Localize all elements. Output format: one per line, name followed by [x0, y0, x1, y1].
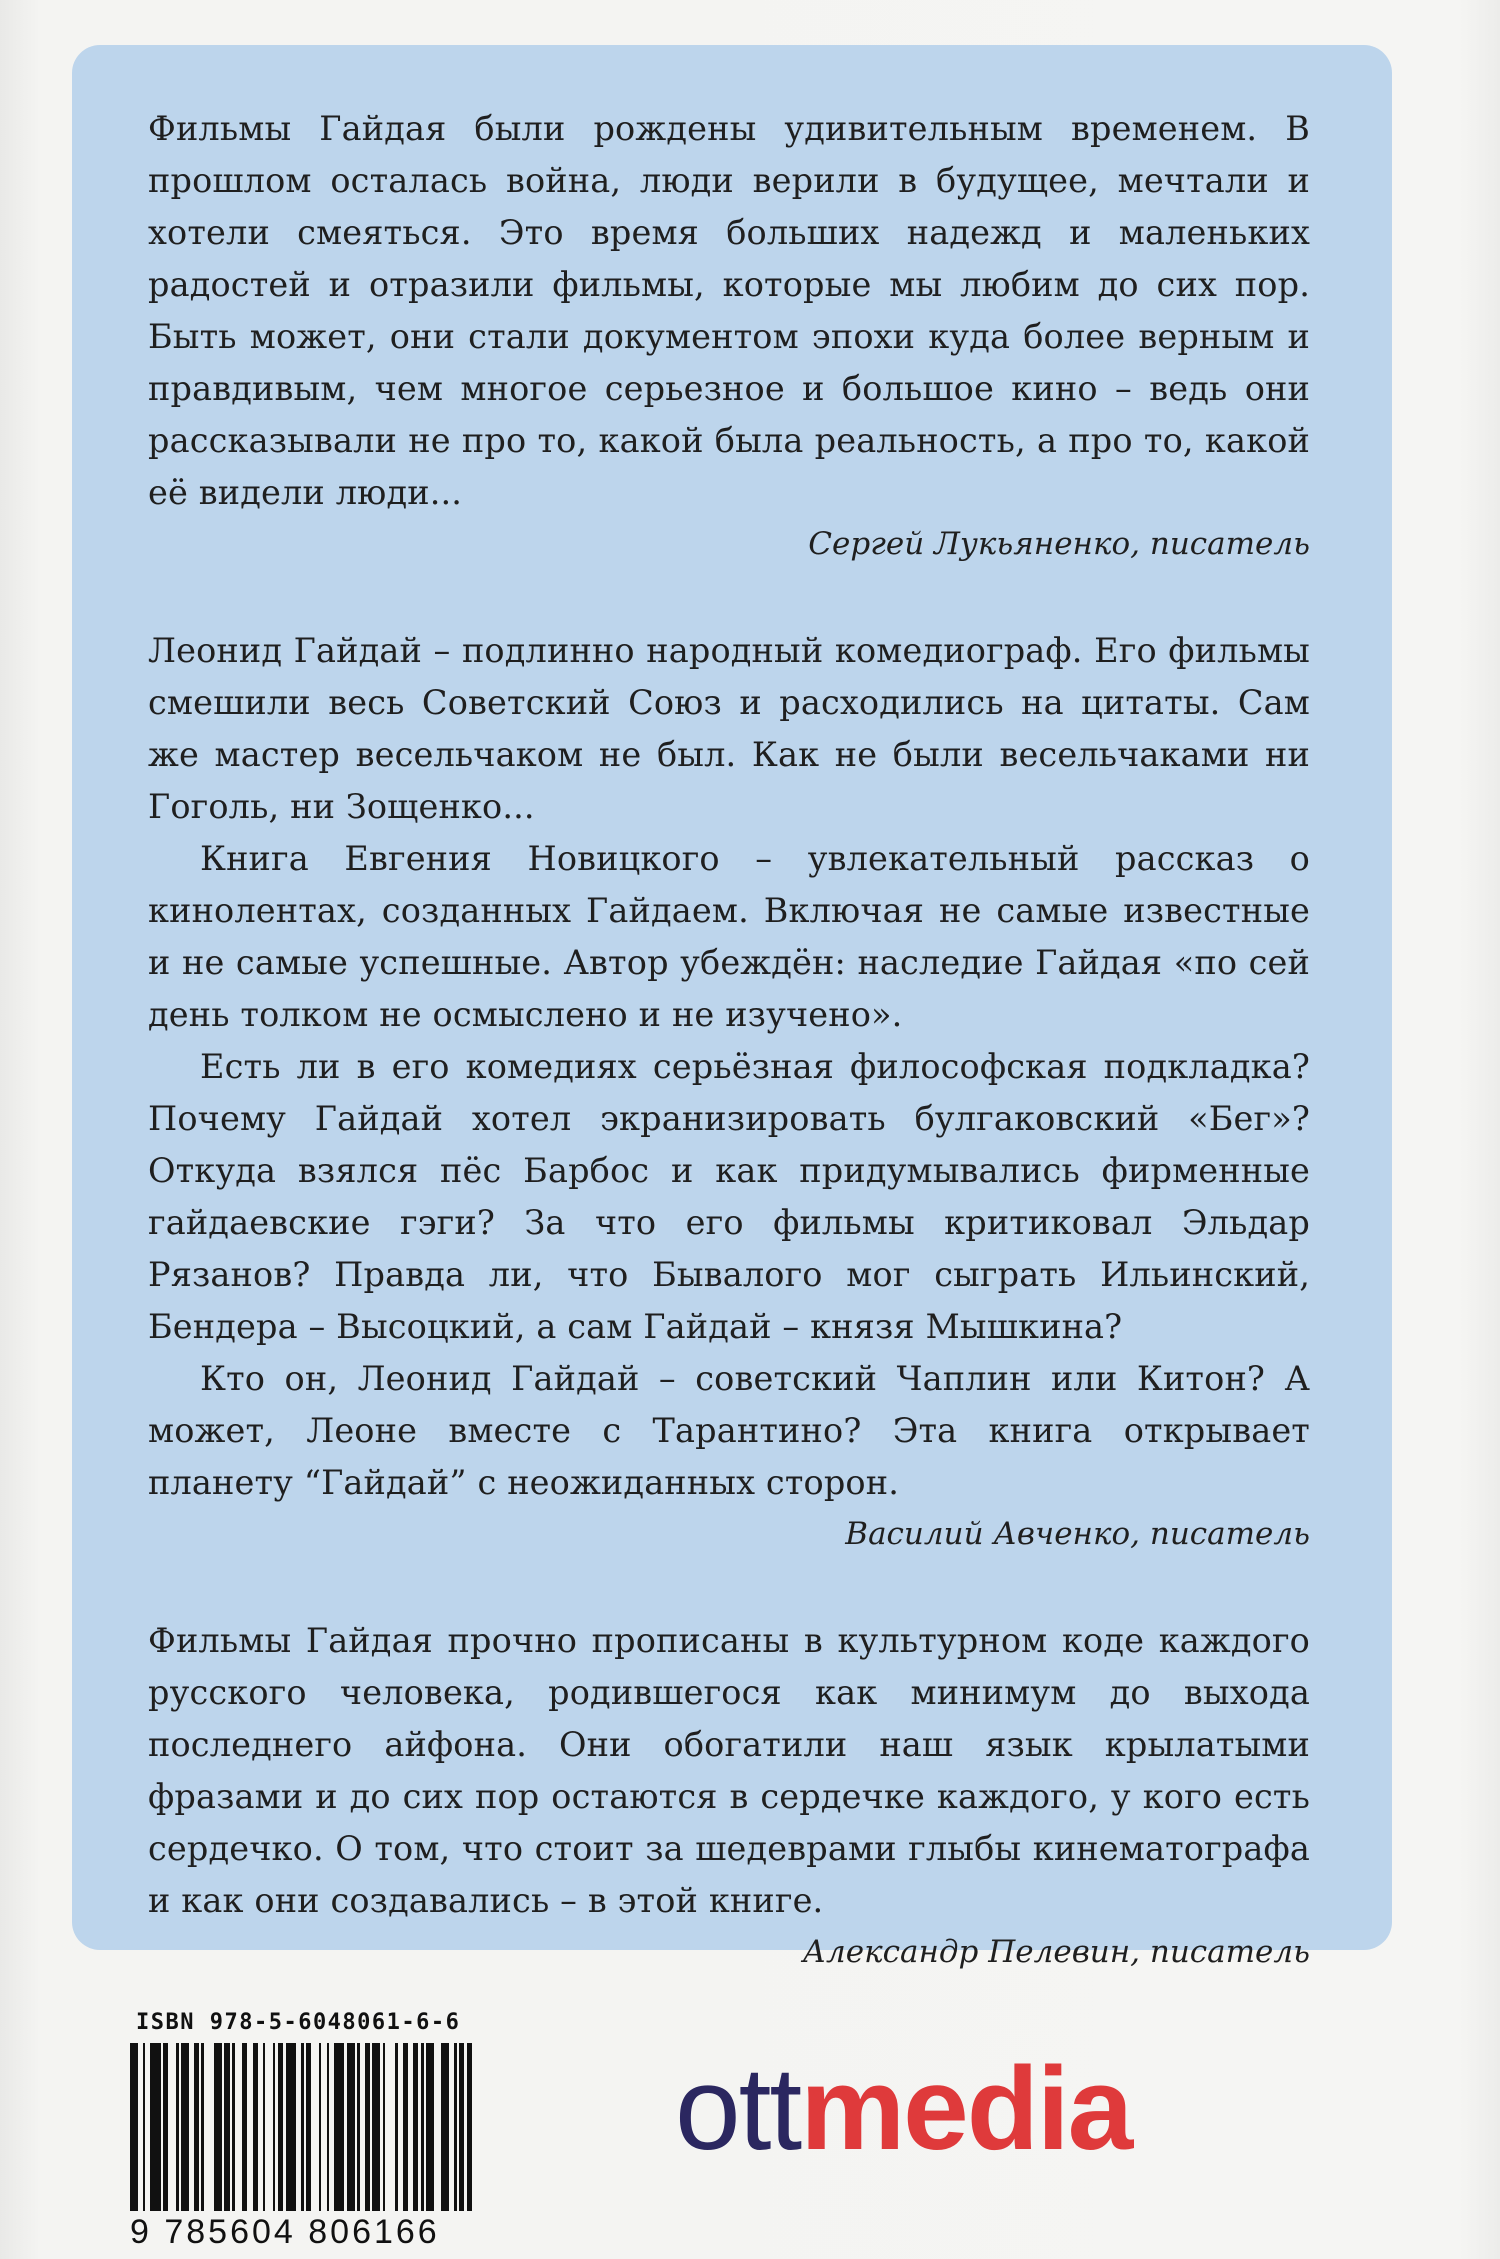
blurb-paragraph: Фильмы Гайдая были рождены удивительным временем. В прошлом осталась война, люди верили в будущее, мечтали и хотели смеяться. Это время больших надежд и маленьких радостей и отразили фильмы, которые мы любим до сих пор. Быть может, они стали документом эпохи куда более верным и правдивым, чем многое серьезное и большое кино – ведь они рассказывали не про то, какой была реальность, а про то, какой её видели люди...: [148, 109, 1310, 512]
blurb-paragraph: Кто он, Леонид Гайдай – советский Чаплин или Китон? А может, Леоне вместе с Тарантино? Эта книга открывает планету “Гайдай” с неожиданных сторон.: [148, 1359, 1310, 1502]
blurb-lukyanenko: [148, 103, 1310, 569]
barcode-bar: [130, 2043, 138, 2211]
barcode-bar: [214, 2043, 222, 2211]
barcode-bar: [286, 2043, 296, 2211]
barcode-bar: [372, 2043, 380, 2211]
blurb-panel: [72, 45, 1392, 1970]
barcode-digits: 9 785604 806166: [130, 2213, 440, 2251]
barcode-bar: [311, 2043, 319, 2211]
barcode-bar: [235, 2043, 243, 2211]
barcode-bar: [385, 2043, 395, 2211]
logo-ott: ott: [675, 2043, 801, 2175]
barcode-bar: [347, 2043, 355, 2211]
barcode-bars: [130, 2043, 480, 2211]
barcode-bar: [434, 2043, 442, 2211]
isbn-label: ISBN 978-5-6048061-6-6: [136, 2010, 461, 2035]
blurb-signature: Василий Авченко, писатель: [845, 1516, 1310, 1552]
blurb-signature: Александр Пелевин, писатель: [802, 1934, 1310, 1970]
blurb-paragraph: Фильмы Гайдая прочно прописаны в культурном коде каждого русского человека, родившегося как минимум до выхода последнего айфона. Они обогатили наш язык крылатыми фразами и до сих пор остаются в сердечке каждого, у кого есть сердечко. О том, что стоит за шедеврами глыбы кинематографа и как они создавались – в этой книге.: [148, 1621, 1310, 1920]
barcode-bar: [150, 2043, 160, 2211]
blurb-paragraph: Книга Евгения Новицкого – увлекательный рассказ о кинолентах, созданных Гайдаем. Включая не самые известные и не самые успешные. Автор убеждён: наследие Гайдая «по сей день толком не осмыслено и не изучено».: [148, 839, 1310, 1034]
isbn-barcode: [130, 2010, 490, 2252]
blurb-separator: [148, 1559, 1310, 1615]
barcode-bar: [168, 2043, 176, 2211]
barcode-bar: [204, 2043, 214, 2211]
barcode-bar: [265, 2043, 273, 2211]
barcode-bar: [426, 2043, 434, 2211]
logo-media: media: [800, 2043, 1132, 2175]
blurb-avchenko: [148, 625, 1310, 1559]
blurb-paragraph: Леонид Гайдай – подлинно народный комедиограф. Его фильмы смешили весь Советский Союз и расходились на цитаты. Сам же мастер весельчаком не был. Как не были весельчаками ни Гоголь, ни Зощенко...: [148, 631, 1310, 826]
blurb-pelevin: [148, 1615, 1310, 1977]
barcode-bar: [181, 2043, 189, 2211]
blurb-separator: [148, 569, 1310, 625]
barcode-bar: [472, 2043, 480, 2211]
blurb-signature: Сергей Лукьяненко, писатель: [808, 526, 1310, 562]
barcode-bar: [334, 2043, 344, 2211]
barcode-bar: [441, 2043, 449, 2211]
blurb-paragraph: Есть ли в его комедиях серьёзная философская подкладка? Почему Гайдай хотел экранизировать булгаковский «Бег»? Откуда взялся пёс Барбос и как придумывались фирменные гайдаевские гэги? За что его фильмы критиковал Эльдар Рязанов? Правда ли, что Бывалого мог сыграть Ильинский, Бендера – Высоцкий, а сам Гайдай – князя Мышкина?: [148, 1047, 1310, 1346]
publisher-logo: [675, 2043, 1132, 2175]
